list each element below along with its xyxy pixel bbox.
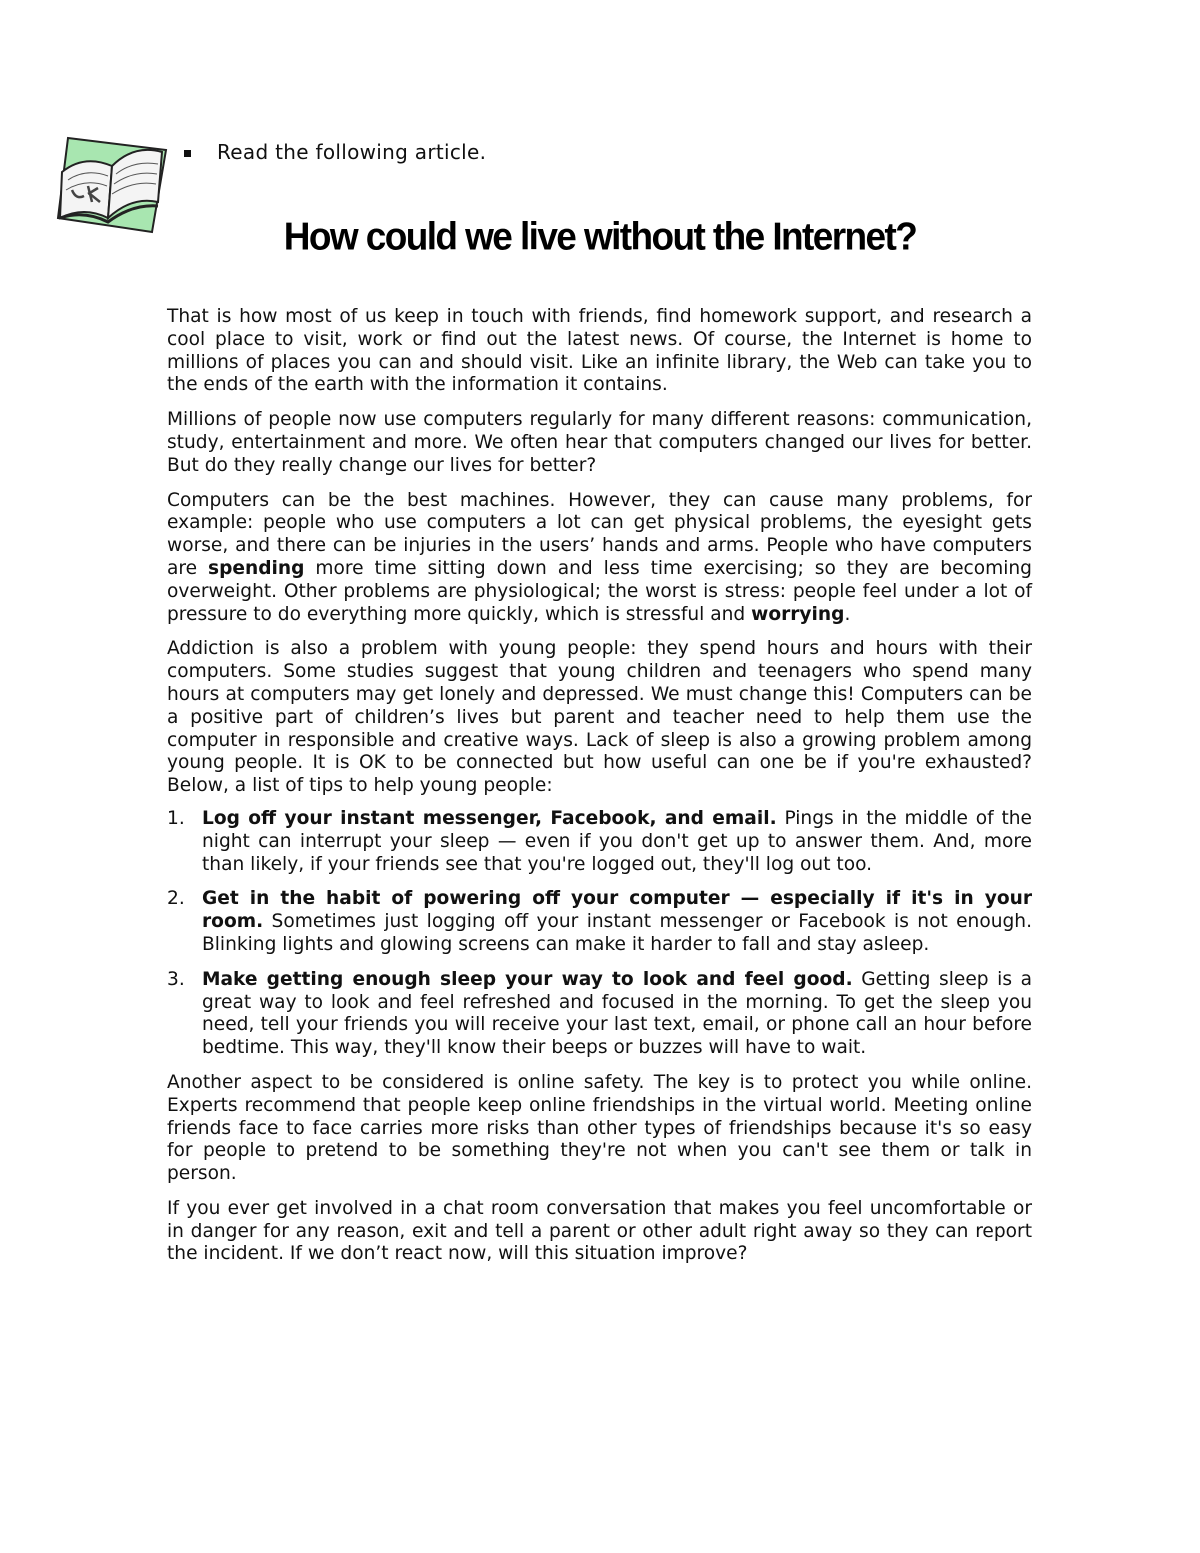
list-number: 1.: [167, 807, 185, 829]
bold-word: worrying: [751, 603, 845, 625]
paragraph-text: more time sitting down and less time exercising; so they are becoming overweight. Other problems are physiological; the worst is stress: people feel under a lot of pressure to do everything more quickly, which is stressful and: [167, 557, 1032, 625]
instruction-text: Read the following article.: [217, 140, 487, 164]
list-number: 3.: [167, 968, 185, 990]
article-body: [167, 306, 1032, 1278]
tip-detail: Pings in the middle of the night can interrupt your sleep — even if you don't get up to answer them. And, more than likely, if your friends see that you're logged out, they'll log out too.: [202, 807, 1032, 875]
list-item: [167, 969, 1032, 1060]
tip-text: [202, 969, 1032, 1060]
tip-heading: Make getting enough sleep your way to look and feel good.: [202, 968, 853, 990]
paragraph-text: Computers can be the best machines. However, they can cause many problems, for example: people who use computers a lot can get physical problems, the eyesight gets worse, and there can be injuries in the users’ hands and arms. People who have computers are: [167, 489, 1032, 579]
tip-text: [202, 808, 1032, 876]
tip-heading: Get in the habit of powering off your computer — especially if it's in your room.: [202, 888, 1032, 933]
paragraph: [167, 490, 1032, 627]
list-number: 2.: [167, 888, 185, 910]
tip-detail: Getting sleep is a great way to look and feel refreshed and focused in the morning. To get the sleep you need, tell your friends you will receive your last text, email, or phone call an hour before bedtime. This way, they'll know their beeps or buzzes will have to wait.: [202, 968, 1033, 1059]
tip-text: [202, 888, 1032, 956]
tip-detail: Sometimes just logging off your instant messenger or Facebook is not enough. Blinking lights and glowing screens can make it harder to fall and stay asleep.: [202, 911, 1032, 955]
list-item: [167, 808, 1032, 876]
paragraph: If you ever get involved in a chat room conversation that makes you feel uncomfortable or in danger for any reason, exit and tell a parent or other adult right away so they can report the incident. If we don’t react now, will this situation improve?: [167, 1197, 1032, 1265]
square-bullet-icon: [184, 150, 191, 157]
paragraph: Another aspect to be considered is online safety. The key is to protect you while online. Experts recommend that people keep online friendships in the virtual world. Meeting online friends face to face carries more risks than other types of friendships because it's so easy for people to pretend to be something they're not when you can't see them or talk in person.: [167, 1071, 1032, 1185]
tip-heading: Log off your instant messenger, Facebook, and email.: [202, 807, 777, 829]
paragraph: That is how most of us keep in touch with friends, find homework support, and research a cool place to visit, work or find out the latest news. Of course, the Internet is home to millions of places you can and should visit. Like an infinite library, the Web can take you to the ends of the earth with the information it contains.: [167, 306, 1032, 396]
tips-list: [167, 808, 1032, 1060]
list-item: [167, 888, 1032, 956]
instruction-line: [184, 140, 486, 164]
article-title: How could we live without the Internet?: [283, 214, 917, 258]
paragraph: Addiction is also a problem with young people: they spend hours and hours with their computers. Some studies suggest that young children and teenagers who spend many hours at computers may get lonely and depressed. We must change this! Computers can be a positive part of children’s lives but parent and teacher need to help them use the computer in responsible and creative ways. Lack of sleep is also a growing problem among young people. It is OK to be connected but how useful can one be if you're exhausted? Below, a list of tips to help young people:: [167, 638, 1032, 797]
bold-word: spending: [208, 557, 305, 579]
paragraph: Millions of people now use computers regularly for many different reasons: communication, study, entertainment and more. We often hear that computers changed our lives for better. But do they really change our lives for better?: [167, 409, 1032, 476]
paragraph-text: .: [844, 603, 851, 625]
